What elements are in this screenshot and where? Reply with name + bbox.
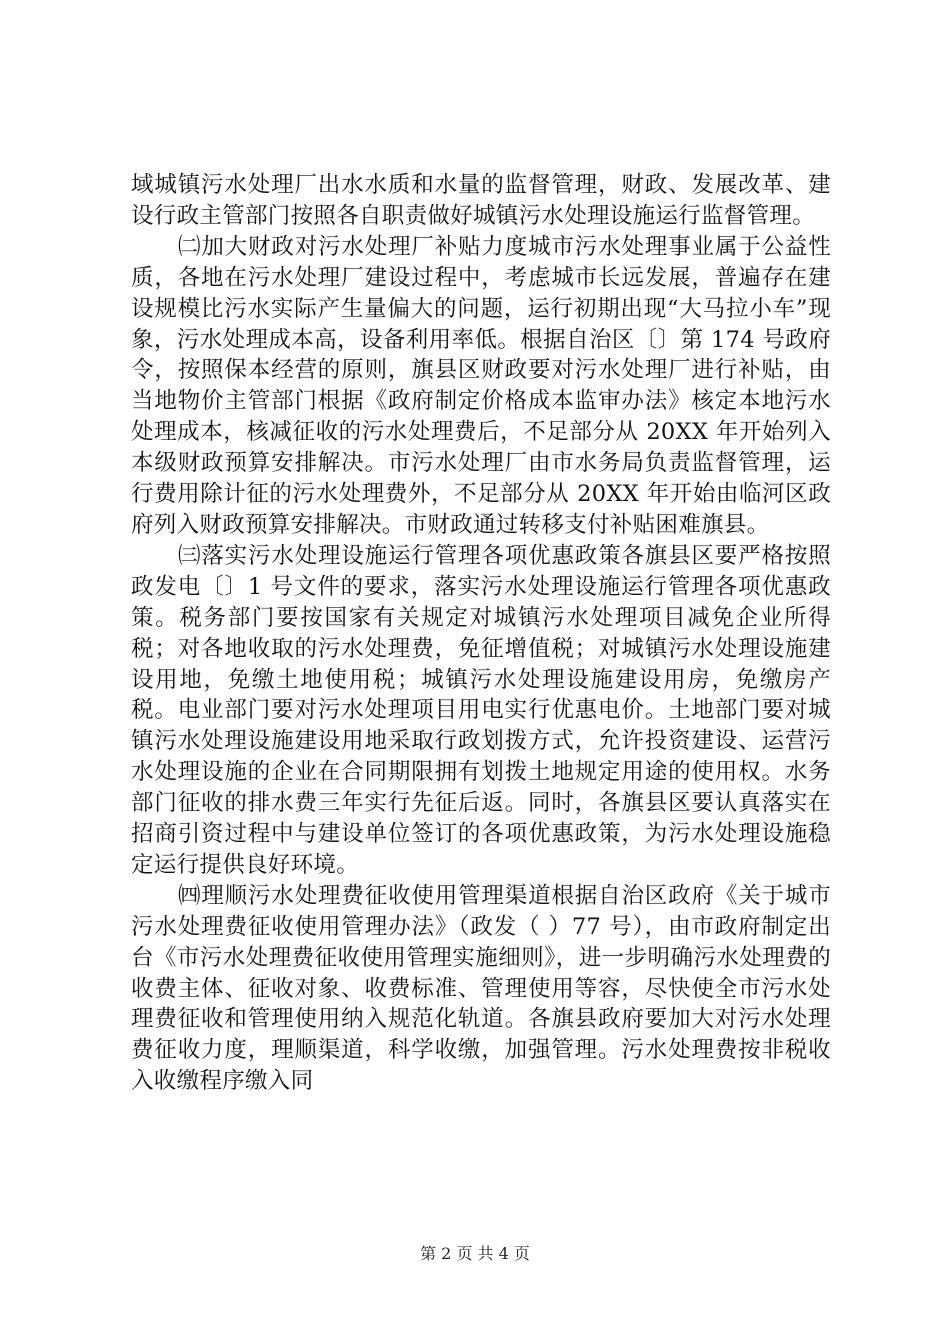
paragraph-preferential-policies: ㈢落实污水处理设施运行管理各项优惠政策各旗县区要严格按照政发电〔〕1 号文件的要求，落实污水处理设施运行管理各项优惠政策。税务部门要按国家有关规定对城镇污水处理项目减免企业所得税；对各地收取的污水处理费，免征增值税；对城镇污水处理设施建设用地，免缴土地使用税；城镇污水处理设施建设用房，免缴房产税。电业部门要对污水处理项目用电实行优惠电价。土地部门要对城镇污水处理设施建设用地采取行政划拨方式，允许投资建设、运营污水处理设施的企业在合同期限拥有划拨土地规定用途的使用权。水务部门征收的排水费三年实行先征后返。同时，各旗县区要认真落实在招商引资过程中与建设单位签订的各项优惠政策，为污水处理设施稳定运行提供良好环境。	[131, 542, 831, 878]
page-footer: 第 2 页 共 4 页	[420, 1244, 530, 1263]
paragraph-fee-management: ㈣理顺污水处理费征收使用管理渠道根据自治区政府《关于城市污水处理费征收使用管理办法》（政发（ ）77 号），由市政府制定出台《市污水处理费征收使用管理实施细则》，进一步明确污水处理费的收费主体、征收对象、收费标准、管理使用等容，尽快使全市污水处理费征收和管理使用纳入规范化轨道。各旗县政府要加大对污水处理费征收力度，理顺渠道，科学收缴，加强管理。污水处理费按非税收入收缴程序缴入同	[131, 882, 831, 1095]
document-body	[131, 170, 831, 1097]
paragraph-continued: 域城镇污水处理厂出水水质和水量的监督管理，财政、发展改革、建设行政主管部门按照各自职责做好城镇污水处理设施运行监督管理。	[131, 172, 831, 229]
paragraph-fiscal-subsidy: ㈡加大财政对污水处理厂补贴力度城市污水处理事业属于公益性质，各地在污水处理厂建设过程中，考虑城市长远发展，普遍存在建设规模比污水实际产生量偏大的问题，运行初期出现“大马拉小车”现象，污水处理成本高，设备利用率低。根据自治区〔〕第 174 号政府令，按照保本经营的原则，旗县区财政要对污水处理厂进行补贴，由当地物价主管部门根据《政府制定价格成本监审办法》核定本地污水处理成本，核减征收的污水处理费后，不足部分从 20XX 年开始列入本级财政预算安排解决。市污水处理厂由市水务局负责监督管理，运行费用除计征的污水处理费外，不足部分从 20XX 年开始由临河区政府列入财政预算安排解决。市财政通过转移支付补贴困难旗县。	[131, 233, 831, 538]
